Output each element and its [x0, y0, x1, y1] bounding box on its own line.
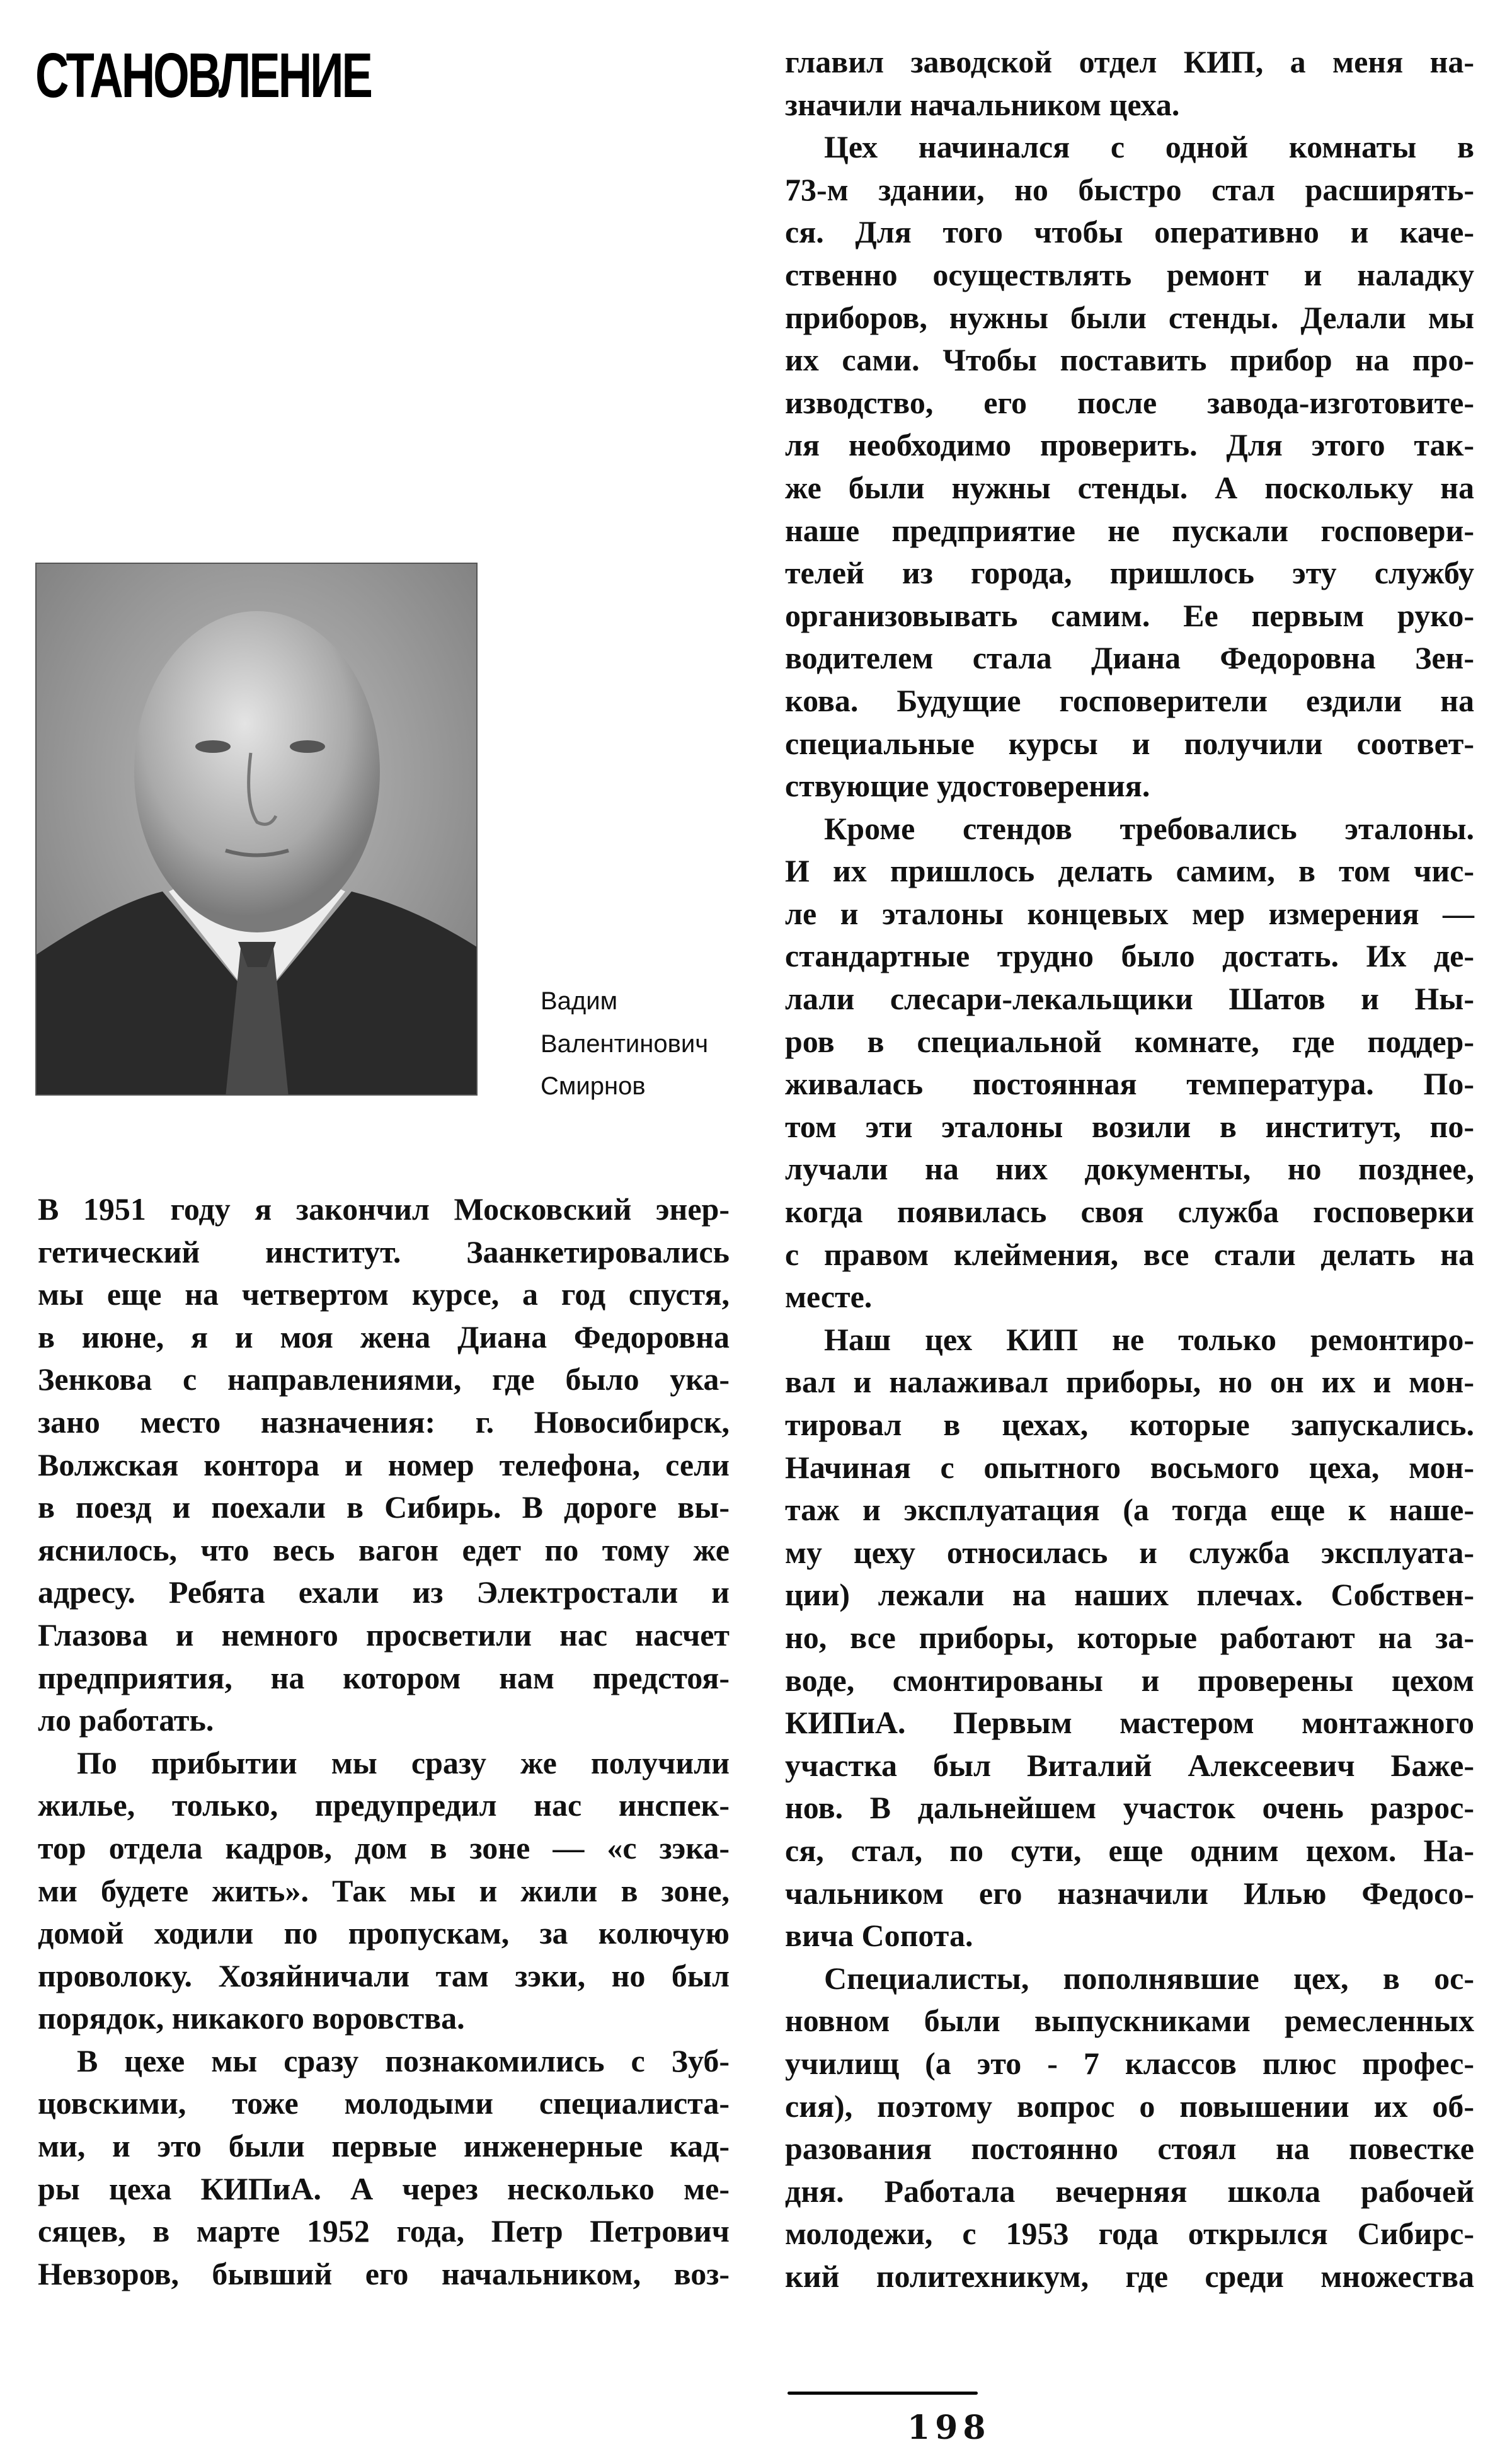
text-line: В цехе мы сразу познакомились с Зуб-	[77, 2043, 730, 2078]
text-line: дня. Работала вечерняя школа рабочей	[785, 2173, 1474, 2209]
text-line: цовскими, тоже молодыми специалиста-	[38, 2085, 730, 2121]
text-line: новном были выпускниками ремесленных	[785, 2003, 1474, 2039]
text-line: тировал в цехах, которые запускались.	[785, 1407, 1474, 1442]
text-line: вича Сопота.	[785, 1918, 973, 1954]
text-line: кова. Будущие госповерители ездили на	[785, 682, 1474, 718]
text-line: сяцев, в марте 1952 года, Петр Петрович	[38, 2213, 730, 2249]
text-line: Начиная с опытного восьмого цеха, мон-	[785, 1449, 1474, 1485]
text-line: в поезд и поехали в Сибирь. В дороге вы-	[38, 1489, 730, 1525]
text-line: кий политехникум, где среди множества	[785, 2258, 1474, 2294]
text-line: специальные курсы и получили соответ-	[785, 725, 1474, 761]
text-line: ров в специальной комнате, где поддер-	[785, 1023, 1474, 1059]
text-line: ми, и это были первые инженерные кад-	[38, 2128, 730, 2164]
text-line: водителем стала Диана Федоровна Зен-	[785, 640, 1474, 676]
caption-first-name: Вадим	[541, 987, 618, 1015]
text-line: ми будете жить». Так мы и жили в зоне,	[38, 1872, 730, 1908]
text-line: КИПиА. Первым мастером монтажного	[785, 1705, 1474, 1741]
text-line: чальником его назначили Илью Федосо-	[785, 1875, 1474, 1911]
text-line: их сами. Чтобы поставить прибор на про-	[785, 342, 1474, 378]
text-line: Наш цех КИП не только ремонтиро-	[824, 1321, 1474, 1357]
text-line: участка был Виталий Алексеевич Баже-	[785, 1747, 1474, 1783]
text-line: наше предприятие не пускали госповери-	[785, 512, 1474, 548]
text-line: яснилось, что весь вагон едет по тому же	[38, 1532, 730, 1567]
text-line: домой ходили по пропускам, за колючую	[38, 1915, 730, 1951]
text-line: тор отдела кадров, дом в зоне — «с зэка-	[38, 1830, 730, 1865]
text-line: И их пришлось делать самим, в том чис-	[785, 853, 1474, 889]
text-line: разования постоянно стоял на повестке	[785, 2131, 1474, 2167]
text-line: в июне, я и моя жена Диана Федоровна	[38, 1319, 730, 1355]
text-line: главил заводской отдел КИП, а меня на-	[785, 44, 1474, 79]
footer-rule	[788, 2392, 978, 2395]
text-line: Невзоров, бывший его начальником, воз-	[38, 2255, 730, 2291]
text-line: телей из города, пришлось эту службу	[785, 555, 1474, 591]
text-line: ля необходимо проверить. Для этого так-	[785, 427, 1474, 463]
right-text-column	[785, 41, 1474, 2298]
text-line: жилье, только, предупредил нас инспек-	[38, 1787, 730, 1823]
text-line: таж и эксплуатация (а тогда еще к наше-	[785, 1492, 1474, 1528]
caption-surname: Смирнов	[541, 1072, 646, 1100]
text-line: воде, смонтированы и проверены цехом	[785, 1662, 1474, 1698]
text-line: лучали на них документы, но позднее,	[785, 1151, 1474, 1187]
text-line: Цех начинался с одной комнаты в	[824, 129, 1474, 165]
text-line: адресу. Ребята ехали из Электростали и	[38, 1574, 730, 1610]
text-line: живалась постоянная температура. По-	[785, 1066, 1474, 1102]
text-line: но, все приборы, которые работают на за-	[785, 1619, 1474, 1655]
text-line: 73-м здании, но быстро стал расширять-	[785, 171, 1474, 207]
text-line: вал и налаживал приборы, но он их и мон-	[785, 1364, 1474, 1400]
chapter-title: СТАНОВЛЕНИЕ	[35, 40, 371, 111]
text-line: приборов, нужны были стенды. Делали мы	[785, 299, 1474, 335]
text-line: В 1951 году я закончил Московский энер-	[38, 1191, 730, 1227]
photo-caption	[541, 980, 708, 1108]
text-line: изводство, его после завода-изготовите-	[785, 384, 1474, 420]
text-line: проволоку. Хозяйничали там зэки, но был	[38, 1957, 730, 1993]
text-line: том эти эталоны возили в институт, по-	[785, 1108, 1474, 1144]
text-line: ся, стал, по сути, еще одним цехом. На-	[785, 1832, 1474, 1868]
text-line: По прибытии мы сразу же получили	[77, 1745, 730, 1780]
text-line: му цеху относилась и служба эксплуата-	[785, 1534, 1474, 1570]
text-line: молодежи, с 1953 года открылся Сибирс-	[785, 2216, 1474, 2252]
text-line: ции) лежали на наших плечах. Собствен-	[785, 1577, 1474, 1613]
text-line: предприятия, на котором нам предстоя-	[38, 1659, 730, 1695]
text-line: нов. В дальнейшем участок очень разрос-	[785, 1790, 1474, 1826]
portrait-image	[37, 564, 478, 1096]
text-line: Глазова и немного просветили нас насчет	[38, 1617, 730, 1653]
text-line: ся. Для того чтобы оперативно и каче-	[785, 214, 1474, 250]
text-line: ло работать.	[38, 1702, 214, 1738]
text-line: значили начальником цеха.	[785, 86, 1180, 122]
text-line: ственно осуществлять ремонт и наладку	[785, 256, 1474, 292]
text-line: мы еще на четвертом курсе, а год спустя,	[38, 1276, 730, 1312]
page-number: 198	[907, 2409, 991, 2447]
text-line: Зенкова с направлениями, где было ука-	[38, 1361, 730, 1397]
portrait-photo	[35, 563, 478, 1096]
text-line: ры цеха КИПиА. А через несколько ме-	[38, 2170, 730, 2206]
text-line: Кроме стендов требовались эталоны.	[824, 810, 1474, 846]
left-text-column	[38, 1188, 730, 2295]
text-line: месте.	[785, 1279, 873, 1315]
text-line: ствующие удостоверения.	[785, 768, 1150, 804]
text-line: с правом клеймения, все стали делать на	[785, 1236, 1474, 1272]
text-line: когда появилась своя служба госповерки	[785, 1194, 1474, 1230]
caption-patronymic: Валентинович	[541, 1029, 709, 1058]
text-line: Специалисты, пополнявшие цех, в ос-	[824, 1960, 1474, 1996]
text-line: порядок, никакого воровства.	[38, 2000, 465, 2036]
text-line: лали слесари-лекальщики Шатов и Ны-	[785, 981, 1474, 1017]
text-line: стандартные трудно было достать. Их де-	[785, 938, 1474, 974]
text-line: зано место назначения: г. Новосибирск,	[38, 1404, 730, 1440]
text-line: же были нужны стенды. А поскольку на	[785, 469, 1474, 505]
text-line: гетический институт. Заанкетировались	[38, 1234, 730, 1269]
text-line: сия), поэтому вопрос о повышении их об-	[785, 2088, 1474, 2124]
text-line: Волжская контора и номер телефона, сели	[38, 1447, 730, 1482]
text-line: организовывать самим. Ее первым руко-	[785, 597, 1474, 633]
text-line: ле и эталоны концевых мер измерения —	[785, 895, 1474, 931]
text-line: училищ (а это - 7 классов плюс профес-	[785, 2045, 1474, 2081]
